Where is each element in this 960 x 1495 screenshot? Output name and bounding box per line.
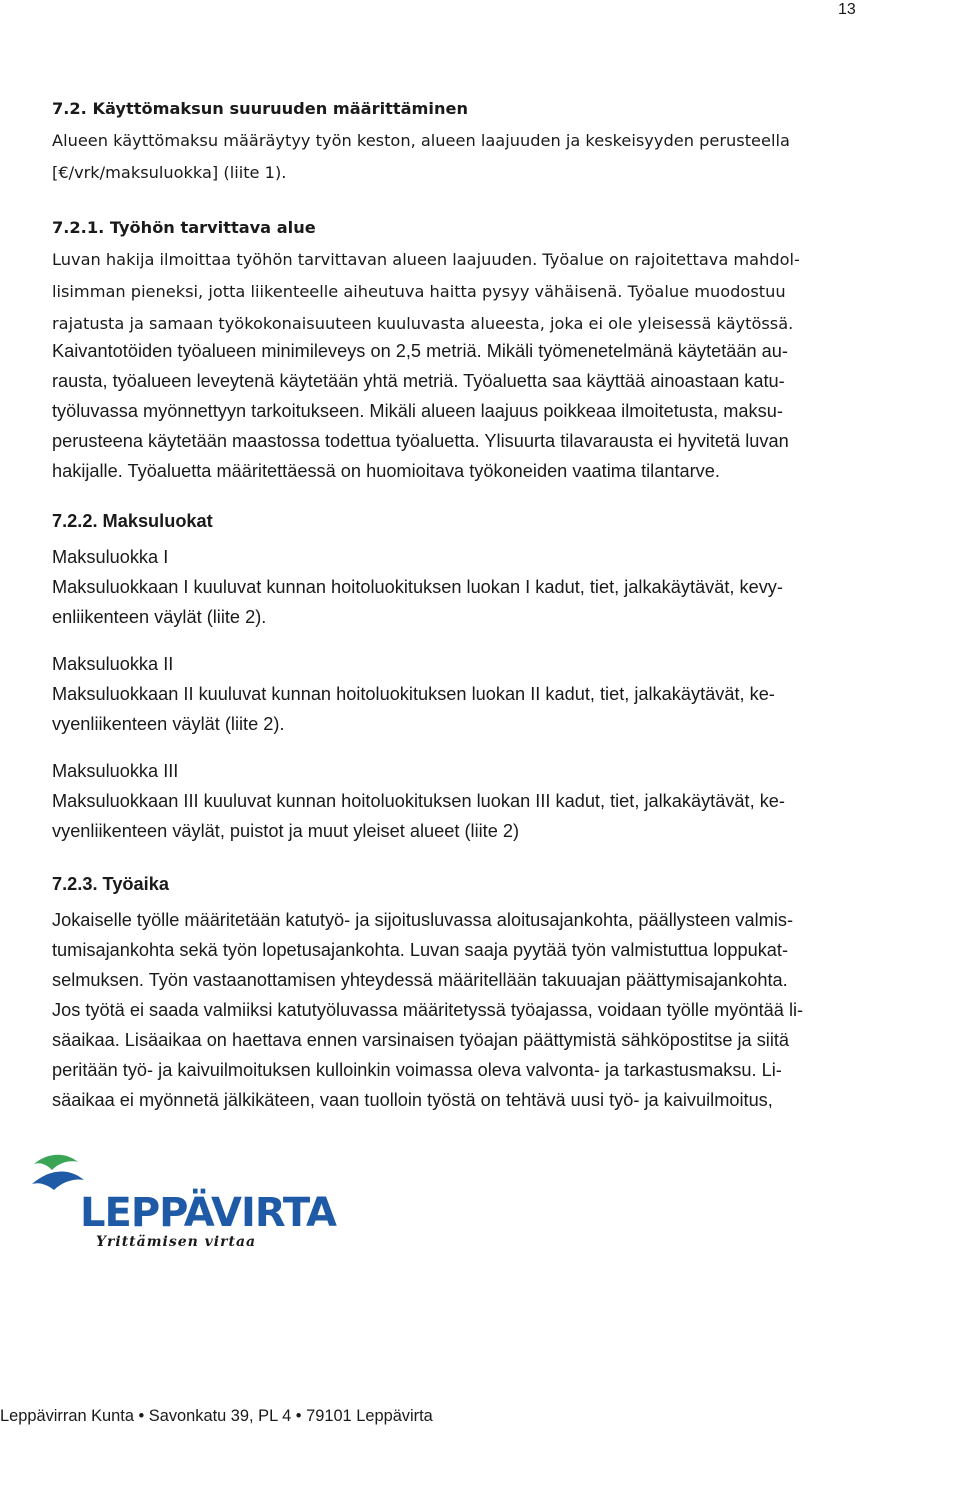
paragraph-line: perusteena käytetään maastossa todettua työaluetta. Ylisuurta tilavarausta ei hyvitetä luvan — [52, 431, 789, 451]
paragraph-line: peritään työ- ja kaivuilmoituksen kulloinkin voimassa oleva valvonta- ja tarkastusmaksu. Li- — [52, 1060, 782, 1080]
paragraph-line: vyenliikenteen väylät (liite 2). — [52, 714, 285, 734]
paragraph-line: rajatusta ja samaan työkokonaisuuteen kuuluvasta alueesta, joka ei ole yleisessä käytössä. — [52, 314, 794, 333]
paragraph-line: hakijalle. Työaluetta määritettäessä on huomioitava työkoneiden vaatima tilantarve. — [52, 461, 720, 481]
section-7-2 — [52, 93, 790, 189]
section-7-2-2 — [52, 506, 213, 536]
paragraph-line: Maksuluokkaan I kuuluvat kunnan hoitoluokituksen luokan I kadut, tiet, jalkakäytävät, kevy- — [52, 577, 783, 597]
paragraph-line: säaikaa ei myönnetä jälkikäteen, vaan tuolloin työstä on tehtävä uusi työ- ja kaivuilmoitus, — [52, 1090, 773, 1110]
section-heading-7-2-1: 7.2.1. Työhön tarvittava alue — [52, 218, 316, 237]
logo-tagline: Yrittämisen virtaa — [96, 1234, 257, 1250]
paragraph-line: tumisajankohta sekä työn lopetusajankohta. Luvan saaja pyytää työn valmistuttua loppukat- — [52, 940, 789, 960]
paragraph-line: työluvassa myönnettyyn tarkoitukseen. Mikäli alueen laajuus poikkeaa ilmoitetusta, maksu- — [52, 401, 783, 421]
page-footer: Leppävirran Kunta • Savonkatu 39, PL 4 • 79101 Leppävirta — [0, 1407, 433, 1425]
page-number: 13 — [838, 1, 856, 18]
paragraph-line: rausta, työalueen leveytenä käytetään yhtä metriä. Työaluetta saa käyttää ainoastaan katu- — [52, 371, 785, 391]
paragraph-line: Kaivantotöiden työalueen minimileveys on 2,5 metriä. Mikäli työmenetelmänä käytetään au- — [52, 341, 788, 361]
paragraph-line: selmuksen. Työn vastaanottamisen yhteydessä määritellään takuuajan päättymisajankohta. — [52, 970, 788, 990]
logo-wordmark: LEPPÄVIRTA — [80, 1190, 336, 1236]
section-7-2-1 — [52, 212, 800, 340]
class-title: Maksuluokka I — [52, 547, 169, 567]
paragraph-line: lisimman pieneksi, jotta liikenteelle aiheutuva haitta pysyy vähäisenä. Työalue muodostuu — [52, 282, 786, 301]
section-heading-7-2: 7.2. Käyttömaksun suuruuden määrittäminen — [52, 99, 468, 118]
section-7-2-3 — [52, 869, 169, 899]
paragraph-line: Luvan hakija ilmoittaa työhön tarvittavan alueen laajuuden. Työalue on rajoitettava mahdol- — [52, 250, 800, 269]
class-title: Maksuluokka II — [52, 654, 174, 674]
paragraph-line: vyenliikenteen väylät, puistot ja muut yleiset alueet (liite 2) — [52, 821, 520, 841]
paragraph-line: Maksuluokkaan II kuuluvat kunnan hoitoluokituksen luokan II kadut, tiet, jalkakäytävät, ke- — [52, 684, 775, 704]
paragraph-line: Maksuluokkaan III kuuluvat kunnan hoitoluokituksen luokan III kadut, tiet, jalkakäytävät, ke- — [52, 791, 785, 811]
paragraph-line: Jos työtä ei saada valmiiksi katutyöluvassa määritetyssä työajassa, voidaan työlle myöntää li- — [52, 1000, 804, 1020]
maksuluokka-2 — [52, 649, 775, 739]
leppavirta-logo — [30, 1150, 336, 1250]
paragraph-line: säaikaa. Lisäaikaa on haettava ennen varsinaisen työajan päättymistä sähköpostitse ja siitä — [52, 1030, 790, 1050]
paragraph-line: Alueen käyttömaksu määräytyy työn keston, alueen laajuuden ja keskeisyyden perusteella — [52, 131, 790, 150]
class-title: Maksuluokka III — [52, 761, 179, 781]
maksuluokka-1 — [52, 542, 783, 632]
section-7-2-3-body — [52, 905, 803, 1115]
paragraph-line: [€/vrk/maksuluokka] (liite 1). — [52, 163, 287, 182]
section-7-2-1-continued — [52, 336, 789, 486]
maksuluokka-3 — [52, 756, 785, 846]
section-heading-7-2-3: 7.2.3. Työaika — [52, 874, 169, 894]
paragraph-line: enliikenteen väylät (liite 2). — [52, 607, 267, 627]
wave-logo-icon — [30, 1150, 336, 1250]
section-heading-7-2-2: 7.2.2. Maksuluokat — [52, 511, 213, 531]
paragraph-line: Jokaiselle työlle määritetään katutyö- ja sijoitusluvassa aloitusajankohta, päällysteen valmis- — [52, 910, 794, 930]
